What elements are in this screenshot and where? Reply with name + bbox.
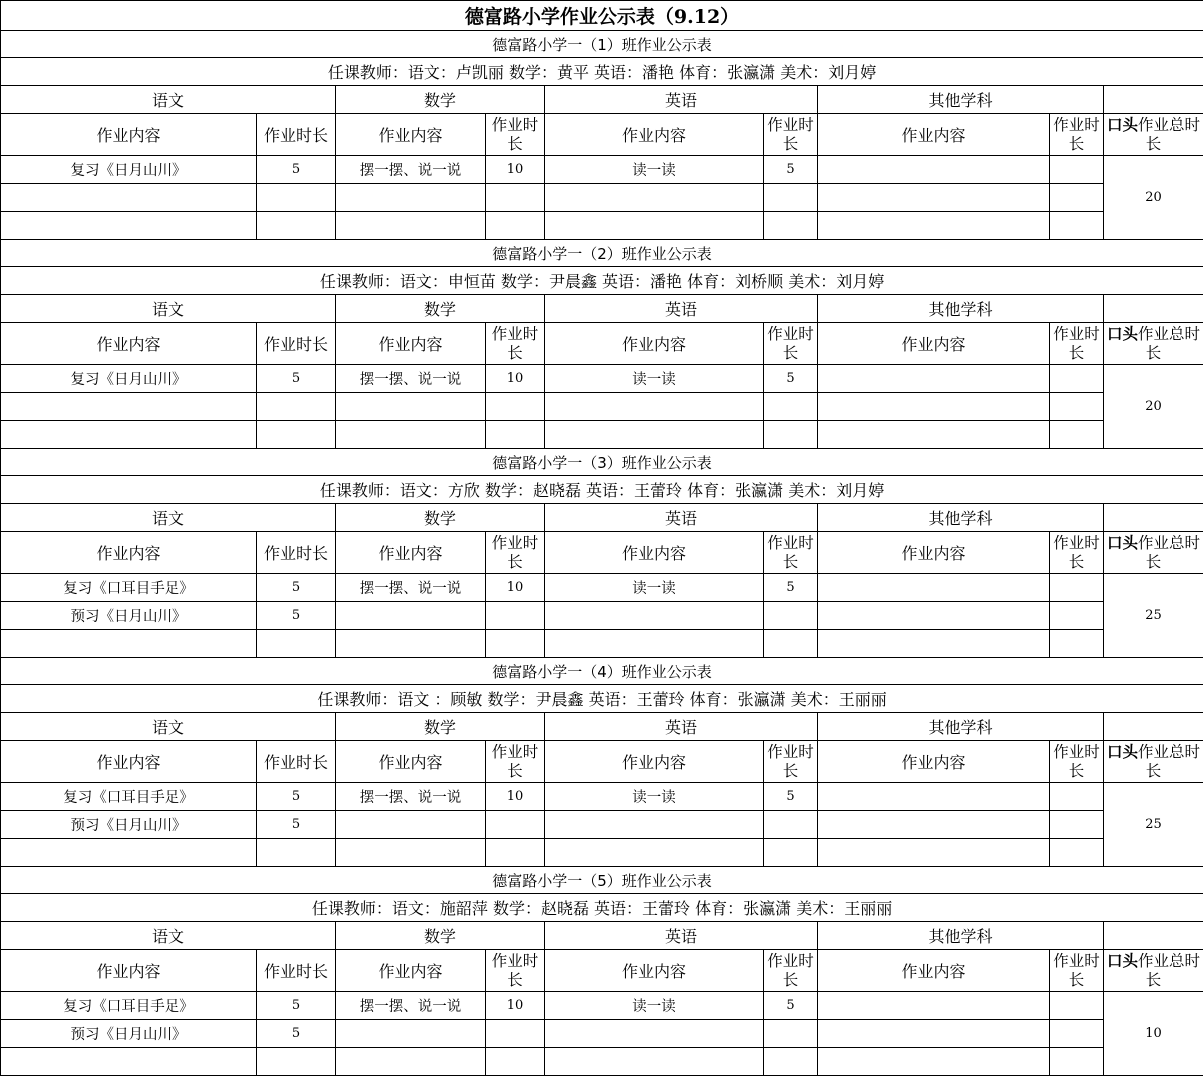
content-cell [818,156,1050,184]
content-cell: 摆一摆、说一说 [336,156,486,184]
duration-cell [1050,212,1104,240]
content-cell [336,393,486,421]
duration-cell [257,839,336,867]
duration-header: 作业时长 [1053,115,1100,153]
duration-cell: 5 [257,602,336,630]
duration-cell [486,839,545,867]
teacher-list: 任课教师：语文：申恒苗 数学：尹晨鑫 英语：潘艳 体育：刘桥顺 美术：刘月婷 [1,267,1203,295]
teacher-list: 任课教师：语文：施韶萍 数学：赵晓磊 英语：王蕾玲 体育：张瀛潇 美术：王丽丽 [1,894,1203,922]
duration-cell: 5 [764,365,818,393]
duration-cell [764,602,818,630]
duration-cell [257,630,336,658]
content-cell [545,421,764,449]
content-cell [818,630,1050,658]
duration-cell: 5 [257,574,336,602]
content-cell [545,184,764,212]
content-header: 作业内容 [545,323,764,365]
duration-header: 作业时长 [257,741,336,783]
content-cell [818,184,1050,212]
content-cell: 复习《口耳目手足》 [1,783,257,811]
duration-cell: 10 [486,992,545,1020]
subject-english-header: 英语 [545,504,818,532]
content-header: 作业内容 [1,114,257,156]
content-cell [336,1020,486,1048]
content-header: 作业内容 [336,950,486,992]
duration-cell: 10 [486,365,545,393]
subject-chinese-header: 语文 [1,86,336,114]
content-cell [818,783,1050,811]
content-cell [545,602,764,630]
content-header: 作业内容 [818,532,1050,574]
content-cell: 预习《日月山川》 [1,811,257,839]
content-cell [818,365,1050,393]
duration-cell [486,630,545,658]
duration-cell [486,602,545,630]
content-header: 作业内容 [545,950,764,992]
content-header: 作业内容 [336,323,486,365]
duration-cell [1050,421,1104,449]
content-cell [1,184,257,212]
duration-header: 作业时长 [257,950,336,992]
duration-header: 作业时长 [1053,951,1100,989]
content-cell [818,602,1050,630]
content-cell [336,811,486,839]
duration-cell: 10 [486,783,545,811]
content-header: 作业内容 [336,114,486,156]
duration-cell [486,1020,545,1048]
duration-cell [764,811,818,839]
duration-header: 作业时长 [257,114,336,156]
subject-chinese-header: 语文 [1,295,336,323]
duration-cell [764,393,818,421]
duration-cell: 5 [764,783,818,811]
content-cell: 读一读 [545,783,764,811]
content-cell: 读一读 [545,365,764,393]
duration-cell [1050,839,1104,867]
duration-cell [1050,574,1104,602]
duration-cell: 5 [257,1020,336,1048]
duration-cell [1050,156,1104,184]
duration-cell [486,1048,545,1076]
content-cell [545,393,764,421]
content-cell [1,630,257,658]
duration-cell: 5 [764,574,818,602]
content-cell [818,421,1050,449]
content-cell [336,839,486,867]
duration-cell [764,839,818,867]
subject-other-header: 其他学科 [818,86,1104,114]
subject-chinese-header: 语文 [1,504,336,532]
subject-math-header: 数学 [336,86,545,114]
oral-total-header: 口头作业总时长 [1107,742,1201,780]
content-header: 作业内容 [1,323,257,365]
content-cell: 摆一摆、说一说 [336,365,486,393]
duration-header: 作业时长 [491,533,539,571]
content-cell [336,212,486,240]
subject-other-header: 其他学科 [818,504,1104,532]
content-cell [545,839,764,867]
content-cell [545,811,764,839]
teacher-list: 任课教师：语文 ：顾敏 数学：尹晨鑫 英语：王蕾玲 体育：张瀛潇 美术：王丽丽 [1,685,1203,713]
blank-header-cell [1104,504,1203,532]
duration-cell: 5 [764,992,818,1020]
content-cell: 复习《日月山川》 [1,156,257,184]
duration-cell: 10 [486,156,545,184]
duration-cell [1050,184,1104,212]
duration-cell [1050,602,1104,630]
content-header: 作业内容 [1,741,257,783]
oral-total-value: 20 [1104,365,1203,449]
content-cell [1,212,257,240]
content-cell [818,1020,1050,1048]
duration-cell [1050,992,1104,1020]
content-cell [336,184,486,212]
content-cell [818,811,1050,839]
subject-math-header: 数学 [336,922,545,950]
content-cell [336,630,486,658]
content-cell [818,574,1050,602]
content-cell [545,212,764,240]
duration-header: 作业时长 [257,532,336,574]
content-cell [545,1048,764,1076]
teacher-list: 任课教师：语文：卢凯丽 数学：黄平 英语：潘艳 体育：张瀛潇 美术：刘月婷 [1,58,1203,86]
class-title: 德富路小学一（5）班作业公示表 [1,867,1203,894]
content-cell [818,393,1050,421]
duration-cell [486,811,545,839]
duration-header: 作业时长 [767,533,814,571]
content-header: 作业内容 [818,114,1050,156]
content-cell: 摆一摆、说一说 [336,992,486,1020]
content-cell: 摆一摆、说一说 [336,574,486,602]
class-title: 德富路小学一（3）班作业公示表 [1,449,1203,476]
oral-total-header: 口头作业总时长 [1107,324,1201,362]
content-cell: 复习《日月山川》 [1,365,257,393]
duration-cell [486,212,545,240]
duration-header: 作业时长 [767,742,814,780]
duration-cell [764,1020,818,1048]
duration-cell: 5 [257,992,336,1020]
content-cell [336,421,486,449]
content-header: 作业内容 [336,741,486,783]
content-header: 作业内容 [1,532,257,574]
duration-cell [764,184,818,212]
content-cell [545,1020,764,1048]
blank-header-cell [1104,922,1203,950]
content-cell: 读一读 [545,574,764,602]
teacher-list: 任课教师：语文：方欣 数学：赵晓磊 英语：王蕾玲 体育：张瀛潇 美术：刘月婷 [1,476,1203,504]
duration-cell: 5 [257,811,336,839]
oral-total-value: 25 [1104,783,1203,867]
duration-cell [1050,393,1104,421]
duration-header: 作业时长 [257,323,336,365]
duration-cell: 5 [764,156,818,184]
duration-header: 作业时长 [491,742,539,780]
duration-cell [257,212,336,240]
duration-cell [764,421,818,449]
content-cell: 读一读 [545,156,764,184]
duration-cell [764,212,818,240]
content-cell [818,992,1050,1020]
duration-cell [1050,783,1104,811]
content-header: 作业内容 [545,532,764,574]
content-cell: 读一读 [545,992,764,1020]
duration-cell: 5 [257,783,336,811]
subject-math-header: 数学 [336,295,545,323]
oral-total-header: 口头作业总时长 [1107,533,1201,571]
duration-cell [257,393,336,421]
content-cell: 复习《口耳目手足》 [1,992,257,1020]
duration-cell [1050,365,1104,393]
duration-cell [486,421,545,449]
duration-cell [1050,811,1104,839]
content-header: 作业内容 [818,741,1050,783]
content-cell [336,1048,486,1076]
subject-chinese-header: 语文 [1,713,336,741]
class-title: 德富路小学一（1）班作业公示表 [1,31,1203,58]
duration-cell [1050,1048,1104,1076]
duration-header: 作业时长 [491,951,539,989]
subject-math-header: 数学 [336,713,545,741]
content-cell [1,1048,257,1076]
content-cell [818,1048,1050,1076]
class-title: 德富路小学一（4）班作业公示表 [1,658,1203,685]
blank-header-cell [1104,713,1203,741]
page-title: 德富路小学作业公示表（9.12） [1,1,1203,31]
content-header: 作业内容 [1,950,257,992]
duration-cell [257,421,336,449]
subject-english-header: 英语 [545,295,818,323]
duration-cell: 5 [257,365,336,393]
duration-header: 作业时长 [491,115,539,153]
oral-total-header: 口头作业总时长 [1107,115,1201,153]
oral-total-value: 10 [1104,992,1203,1076]
blank-header-cell [1104,295,1203,323]
duration-cell: 10 [486,574,545,602]
content-header: 作业内容 [818,950,1050,992]
content-cell: 预习《日月山川》 [1,1020,257,1048]
duration-header: 作业时长 [1053,533,1100,571]
content-cell [1,839,257,867]
subject-english-header: 英语 [545,86,818,114]
duration-cell [764,1048,818,1076]
subject-other-header: 其他学科 [818,922,1104,950]
content-cell [818,212,1050,240]
duration-header: 作业时长 [767,951,814,989]
content-cell [1,393,257,421]
duration-cell [257,184,336,212]
duration-header: 作业时长 [767,324,814,362]
content-cell [545,630,764,658]
content-header: 作业内容 [545,741,764,783]
duration-cell [486,184,545,212]
duration-cell: 5 [257,156,336,184]
content-cell: 复习《口耳目手足》 [1,574,257,602]
content-header: 作业内容 [545,114,764,156]
blank-header-cell [1104,86,1203,114]
content-cell [336,602,486,630]
class-title: 德富路小学一（2）班作业公示表 [1,240,1203,267]
duration-cell [257,1048,336,1076]
subject-english-header: 英语 [545,713,818,741]
content-cell: 摆一摆、说一说 [336,783,486,811]
subject-other-header: 其他学科 [818,713,1104,741]
duration-header: 作业时长 [1053,742,1100,780]
duration-cell [1050,630,1104,658]
subject-math-header: 数学 [336,504,545,532]
duration-cell [486,393,545,421]
content-cell [818,839,1050,867]
oral-total-value: 20 [1104,156,1203,240]
content-header: 作业内容 [818,323,1050,365]
duration-header: 作业时长 [767,115,814,153]
content-cell [1,421,257,449]
duration-cell [1050,1020,1104,1048]
duration-cell [764,630,818,658]
duration-header: 作业时长 [1053,324,1100,362]
oral-total-header: 口头作业总时长 [1107,951,1201,989]
subject-english-header: 英语 [545,922,818,950]
subject-chinese-header: 语文 [1,922,336,950]
content-header: 作业内容 [336,532,486,574]
content-cell: 预习《日月山川》 [1,602,257,630]
duration-header: 作业时长 [491,324,539,362]
oral-total-value: 25 [1104,574,1203,658]
subject-other-header: 其他学科 [818,295,1104,323]
